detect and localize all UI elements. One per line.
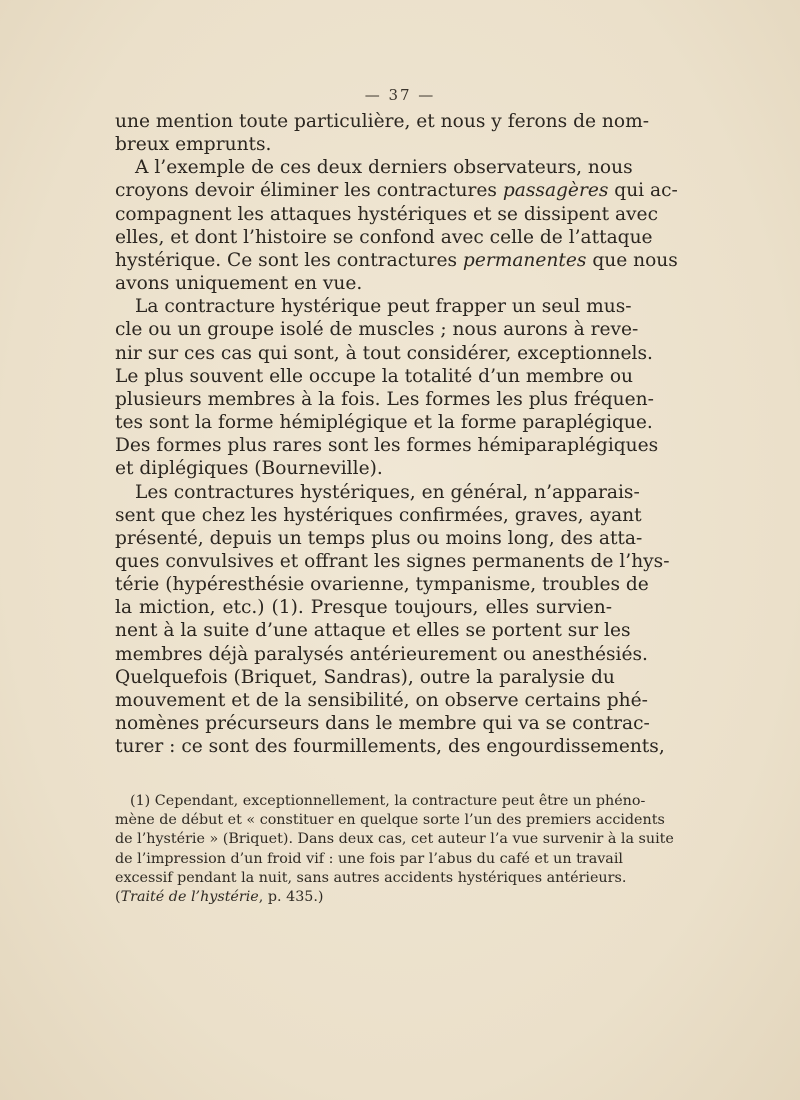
- text-line: La contracture hystérique peut frapper un seul mus-: [135, 296, 632, 318]
- text-line: présenté, depuis un temps plus ou moins long, des atta-: [115, 527, 643, 549]
- text-line: cle ou un groupe isolé de muscles ; nous aurons à reve-: [115, 319, 639, 341]
- text-line: Quelquefois (Briquet, Sandras), outre la paralysie du: [115, 666, 615, 688]
- text-line: hystérique. Ce sont les contractures permanentes que nous: [115, 249, 678, 271]
- footnote-line: excessif pendant la nuit, sans autres accidents hystériques antérieurs.: [115, 869, 627, 886]
- text-line: Le plus souvent elle occupe la totalité d’un membre ou: [115, 365, 634, 387]
- text-line: membres déjà paralysés antérieurement ou anesthésiés.: [115, 643, 648, 665]
- paragraph-4: [115, 481, 670, 759]
- paragraph-3: [115, 295, 659, 480]
- main-text: [115, 110, 678, 758]
- reference-title: Traité de l’hystérie: [120, 889, 259, 906]
- footnote: [115, 792, 674, 907]
- text-line: nent à la suite d’une attaque et elles se portent sur les: [115, 620, 631, 642]
- emphasis-passageres: passagères: [502, 180, 609, 202]
- footnote-line: (1) Cependant, exceptionnellement, la contracture peut être un phéno-: [130, 793, 646, 809]
- text-line: breux emprunts.: [115, 134, 272, 156]
- text-line: nir sur ces cas qui sont, à tout considérer, exceptionnels.: [115, 342, 653, 364]
- page-number: — 37 —: [364, 86, 436, 104]
- text-line: la miction, etc.) (1). Presque toujours, elles survien-: [115, 597, 612, 619]
- paragraph-1: [115, 110, 649, 156]
- footnote-line: de l’impression d’un froid vif : une fois par l’abus du café et un travail: [115, 850, 623, 867]
- text-line: A l’exemple de ces deux derniers observateurs, nous: [135, 157, 633, 179]
- text-line: croyons devoir éliminer les contractures passagères qui ac-: [115, 180, 678, 202]
- footnote-line: mène de début et « constituer en quelque sorte l’un des premiers accidents: [115, 812, 665, 829]
- paragraph-2: [115, 156, 678, 295]
- text-line: avons uniquement en vue.: [115, 273, 363, 295]
- text-line: nomènes précurseurs dans le membre qui va se contrac-: [115, 713, 650, 735]
- footnote-reference: (Traité de l’hystérie, p. 435.): [115, 889, 324, 906]
- footnote-line: de l’hystérie » (Briquet). Dans deux cas, cet auteur l’a vue survenir à la suite: [115, 831, 674, 848]
- text-line: térie (hypéresthésie ovarienne, tympanisme, troubles de: [115, 574, 649, 596]
- emphasis-permanentes: permanentes: [462, 249, 587, 271]
- text-line: une mention toute particulière, et nous y ferons de nom-: [115, 111, 649, 132]
- text-line: compagnent les attaques hystériques et se dissipent avec: [115, 203, 658, 225]
- text-line: Les contractures hystériques, en général, n’apparais-: [135, 481, 640, 503]
- text-line: turer : ce sont des fourmillements, des engourdissements,: [115, 736, 665, 758]
- text-line: plusieurs membres à la fois. Les formes les plus fréquen-: [115, 388, 654, 410]
- text-line: tes sont la forme hémiplégique et la forme paraplégique.: [115, 412, 653, 434]
- text-line: Des formes plus rares sont les formes hémiparaplégiques: [115, 435, 659, 457]
- text-line: et diplégiques (Bourneville).: [115, 458, 383, 480]
- text-line: elles, et dont l’histoire se confond avec celle de l’attaque: [115, 226, 653, 248]
- text-line: mouvement et de la sensibilité, on observe certains phé-: [115, 689, 648, 711]
- text-line: sent que chez les hystériques confirmées, graves, ayant: [115, 504, 642, 526]
- text-line: ques convulsives et offrant les signes permanents de l’hys-: [115, 550, 670, 572]
